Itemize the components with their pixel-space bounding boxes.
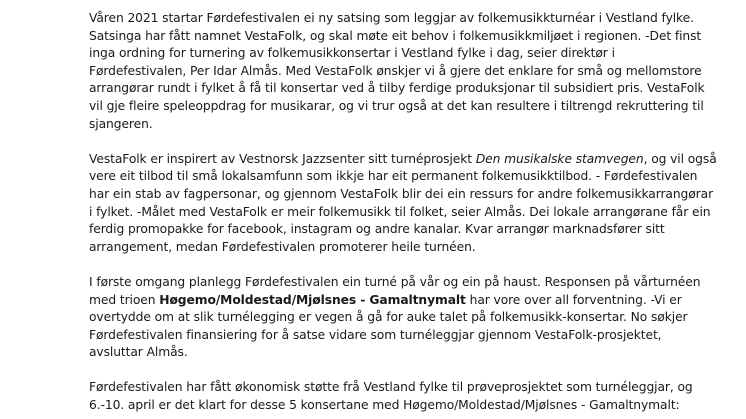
paragraph-funding [89,379,693,414]
text-line: Satsinga har fått namnet VestaFolk, og skal møte eit behov i folkemusikkmiljøet i regionen. -Det finst [89,28,702,43]
text-line: Førdefestivalen har fått økonomisk støtte frå Vestland fylke til prøveprosjektet som turnéleggjar, og [89,380,693,395]
text-line: vil gje fleire speleoppdrag for musikarar, og vi trur også at det kan resultere i tiltrengd rekruttering til [89,98,704,113]
text-line: 6.-10. april er det klart for desse 5 konsertane med Høgemo/Moldestad/Mjølsnes - Gamaltnymalt: [89,398,680,413]
text-line: arrangement, medan Førdefestivalen promoterer heile turnéen. [89,239,476,254]
text-run: med trioen [89,292,160,307]
text-line: Våren 2021 startar Førdefestivalen ei ny satsing som leggjar av folkemusikkturnéar i Vestland fylke. [89,11,694,25]
text-line: vere eit tilbod til små lokalsamfunn som ikkje har eit permanent folkemusikktilbod. - Førdefestivalen [89,169,698,184]
text-line: overtydde om at slik turnélegging er vegen å gå for auke talet på folkemusikk-konsertar. No søkjer [89,310,688,325]
text-line [89,292,682,310]
text-line: i fylket. -Målet med VestaFolk er meir folkemusikk til folket, seier Almås. Dei lokale arrangørane får ein [89,204,711,219]
bold-trio-name: Høgemo/Moldestad/Mjølsnes - Gamaltnymalt [159,292,466,307]
paragraph-spacer [89,256,669,274]
text-line: I første omgang planlegg Førdefestivalen ein turné på vår og ein på haust. Responsen på vårturnéen [89,274,701,289]
text-run: har vore over all forventning. -Vi er [465,292,682,307]
paragraph-intro [89,10,705,133]
paragraph-spacer [89,362,669,380]
text-line: Førdefestivalen, Per Idar Almås. Med VestaFolk ønskjer vi å gjere det enklare for små og mellomstore [89,63,702,78]
italic-project-title: Den musikalske stamvegen [475,151,644,166]
text-run: , og vil også [643,151,717,166]
document-body [89,10,717,415]
paragraph-spacer [89,133,669,151]
text-line: sjangeren. [89,116,153,131]
text-line: arrangørar rundt i fylket å få til konsertar ved å tilby ferdige produksjonar til subsidiert pris. VestaFolk [89,81,705,96]
text-line: ferdig promopakke for facebook, instagram og andre kanalar. Kvar arrangør marknadsfører sitt [89,222,665,237]
text-line [89,151,717,169]
text-line: inga ordning for turnering av folkemusikkonsertar i Vestland fylke i dag, seier direktør i [89,46,615,61]
paragraph-tour-plan [89,274,701,362]
text-line: Førdefestivalen finansiering for å satse vidare som turnéleggjar gjennom VestaFolk-prosjektet, [89,327,662,342]
text-line: har ein stab av fagpersonar, og gjennom VestaFolk blir dei ein ressurs for andre folkemusikkarrangørar [89,186,714,201]
text-line: avsluttar Almås. [89,345,188,360]
text-run: VestaFolk er inspirert av Vestnorsk Jazzsenter sitt turnéprosjekt [89,151,476,166]
paragraph-inspiration [89,151,717,257]
